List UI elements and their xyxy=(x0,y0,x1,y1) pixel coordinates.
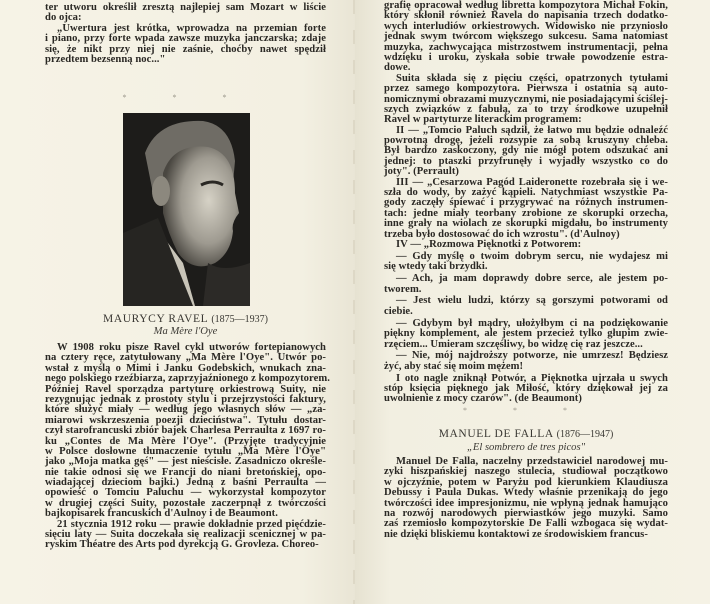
text-line: jednak swym twórcom większego sukcesu. Sama natomiast xyxy=(384,31,668,43)
paragraph xyxy=(384,457,668,540)
text-line: się, że nikt przy niej nie zaśnie, choćby nawet spędził xyxy=(45,43,326,55)
text-line: — Gdy myślę o twoim dobrym sercu, nie wydajesz mi xyxy=(396,250,668,262)
text-line: II — „Tomcio Paluch sądził, że łatwo mu będzie odnaleźć xyxy=(396,124,668,136)
text-line: miarowi wskrzeszenia poezji dzieciństwa". Tytułu dostar- xyxy=(45,414,326,426)
section-separator: * * * xyxy=(122,93,249,102)
text-line: W 1908 roku pisze Ravel cykl utworów fortepianowych xyxy=(57,342,326,353)
text-line: wych interludiów orkiestrowych. Widowisko nie przyniosło xyxy=(384,20,668,32)
text-line: w ojczyźnie, potem w Paryżu pod kierunkiem Klaudiusza xyxy=(384,476,668,488)
composer-name: MAURYCY RAVEL xyxy=(103,313,208,325)
paragraph xyxy=(45,24,326,66)
text-line: uwolnienie z mocy czarów". (de Beaumont) xyxy=(384,393,582,405)
text-line: nego polskiego rzeźbiarza, zaprzyjaźnionego z kompozytorem. xyxy=(45,373,330,385)
paragraph xyxy=(384,252,668,273)
text-line: szych związków z fabułą, za to trzy środkowe uzupełnił xyxy=(384,103,668,115)
text-line: na rozwój narodowych pierwiastków jego muzyki. Samo xyxy=(384,507,668,519)
de-falla-body-text xyxy=(384,457,668,540)
text-line: zaś rzemiosło kompozytorskie De Falli wzbogaca się wydat- xyxy=(384,518,668,530)
text-line: powrotną drogę, jeżeli rozsypie za sobą kruszyny chleba. xyxy=(384,135,668,147)
text-line: ryskim Théatre des Arts pod dyrekcją G. Grovleza. Choreo- xyxy=(45,539,319,551)
text-line: nie takie odnosi się we Francji do niani bretońskiej, opo- xyxy=(45,466,326,478)
text-line: Później Ravel sporządza partyturę orkiestrową Suity, nie xyxy=(45,383,326,395)
text-line: ku „Contes de Ma Mère l'Oye". (Przyjęte tradycyjnie xyxy=(45,435,326,447)
text-line: się wtedy taki brzydki. xyxy=(384,261,488,273)
text-line: ter utworu określił zresztą najlepiej sam Mozart w liście xyxy=(45,2,326,13)
text-line: — Ach, ja mam doprawdy dobre serce, ale jestem po- xyxy=(396,273,668,285)
text-line: jednej: to ptaszki przyfrunęły i wyjadły wszystko co do xyxy=(384,155,668,167)
text-line: Ravel w partyturze literackim programem: xyxy=(384,114,582,126)
text-line: czył starofrancuski zbiór bajek Charlesa Perraulta z 1697 ro- xyxy=(45,425,326,437)
paragraph xyxy=(384,274,668,295)
text-line: IV — „Rozmowa Pięknotki z Potworem: xyxy=(396,238,582,250)
paragraph xyxy=(384,178,668,240)
text-line: rzęciem... Umieram szczęśliwy, bo widzę cię raz jeszcze... xyxy=(384,338,643,350)
text-line: Suita składa się z pięciu części, opatrzonych tytułami xyxy=(396,72,668,84)
text-line: i piano, przy forte wpada zawsze muzyka janczarska; zdaje xyxy=(45,33,326,45)
text-line: — Nie, mój najdroższy potworze, nie umrzesz! Będziesz xyxy=(396,350,668,362)
text-line: na cztery ręce, zatytułowany „Ma Mère l'Oye". Utwór po- xyxy=(45,352,326,364)
composer-heading xyxy=(384,428,668,440)
ravel-continued-text xyxy=(384,1,668,405)
paragraph xyxy=(45,520,326,551)
text-line: III — „Cesarzowa Pagód Laideronette rozebrała się i we- xyxy=(396,176,668,188)
text-line: piękny komplement, ale jestem przecież tylko głupim zwie- xyxy=(384,328,668,340)
text-line: „Uwertura jest krótka, wprowadza na przemian forte xyxy=(57,22,326,34)
text-line: rezygnując jednak z prostoty stylu i przejrzystości faktury, xyxy=(45,393,326,405)
paragraph xyxy=(384,1,668,74)
composer-name: MANUEL DE FALLA xyxy=(438,428,554,440)
section-separator: * * * xyxy=(463,406,589,415)
text-line: który skłonił również Ravela do napisania trzech dodatko- xyxy=(384,10,668,22)
text-line: do ojca: xyxy=(45,12,82,24)
text-line: przedtem bezsenną noc..." xyxy=(45,53,166,65)
paragraph xyxy=(384,240,668,250)
text-line: przez samego kompozytora. Pierwsza i ostatnia są auto- xyxy=(384,83,668,95)
text-line: wstał z myślą o Mimi i Janku Godebskich, wnukach zna- xyxy=(45,362,326,374)
text-line: — Jest wielu ludzi, którzy są gorszymi potworami od xyxy=(396,295,668,307)
text-line: jako „Moja matka gęś" — jest nieścisłe. Zasadniczo określe- xyxy=(45,456,326,468)
text-line: sięciu laty — Suita doczekała się realizacji scenicznej w pa- xyxy=(45,529,326,541)
paragraph xyxy=(384,74,668,126)
text-line: stóp księcia pięknego jak Miłość, który dziękował jej za xyxy=(384,383,668,395)
composer-years: (1876—1947) xyxy=(556,429,614,440)
text-line: dowe. xyxy=(384,62,411,74)
text-line: Manuel De Falla, naczelny przedstawiciel narodowej mu- xyxy=(396,456,668,467)
text-line: trzeba było dostosować do ich wzrostu". (d'Aulnoy) xyxy=(384,228,620,240)
paragraph xyxy=(45,3,326,24)
text-line: opowieść o Tomciu Paluchu — wykorzystał kompozytor xyxy=(45,487,326,499)
text-line: żyć, aby stać się moim mężem! xyxy=(384,360,524,372)
text-line: — Gdybym był mądry, ułożyłbym ci na podziękowanie xyxy=(396,317,668,329)
paragraph xyxy=(384,126,668,178)
work-title: Ma Mère l'Oye xyxy=(153,326,218,337)
text-line: gody zaczęły śpiewać i przygrywać na różnych instrumen- xyxy=(384,197,668,209)
paragraph xyxy=(384,319,668,350)
suite-description xyxy=(384,1,668,250)
text-line: w drugiej części Suity, pozostałe zaczerpnął z twórczości xyxy=(45,497,326,509)
text-line: bajkopisarek francuskich d'Aulnoy i de Beaumont. xyxy=(45,508,278,520)
composer-heading xyxy=(45,313,326,325)
work-title: „El sombrero de tres picos" xyxy=(466,442,586,453)
text-line: muzyka, zachwycająca mistrzostwem instrumentacji, pełna xyxy=(384,41,668,53)
text-line: wdzięku i uroku, zyskała sobie trwałe powodzenie estra- xyxy=(384,51,668,63)
text-line: zyki hiszpańskiej naszego stulecia, studiował początkowo xyxy=(384,466,668,478)
text-line: grafię opracował według libretta kompozytora Michał Fokin, xyxy=(384,0,668,11)
text-line: wiadającej dzieciom bajki.) Jedną z baśni Perraulta — xyxy=(45,477,326,489)
text-line: Był bardzo zaskoczony, gdy nie mógł potem odszukać ani xyxy=(384,145,668,157)
text-line: inne grały na wiolach ze skorupki migdału, bo instrumenty xyxy=(384,218,668,230)
text-line: nie dzięki bliskiemu kontaktowi ze środowiskiem francus- xyxy=(384,528,648,540)
paragraph xyxy=(384,296,668,317)
text-line: szła do wody, by zażyć kąpieli. Natychmiast wszystkie Pa- xyxy=(384,187,668,199)
text-line: joty". (Perrault) xyxy=(384,166,459,178)
paragraph xyxy=(384,374,668,405)
text-line: twórczości idee impresjonizmu, nie wpłyną jednak hamująco xyxy=(384,497,668,509)
intro-text xyxy=(45,3,326,65)
text-line: Debussy i Paula Dukas. Wtedy właśnie przenikają do jego xyxy=(384,487,668,499)
ravel-portrait-photo xyxy=(123,113,250,306)
text-line: 21 stycznia 1912 roku — prawie dokładnie przed pięćdzie- xyxy=(57,518,326,530)
text-line: tworem. xyxy=(384,283,422,295)
ravel-body-text xyxy=(45,342,330,551)
right-page xyxy=(355,0,710,604)
text-line: które służyć miały — według jego własnych słów — „za- xyxy=(45,404,326,416)
beauty-beast-dialog xyxy=(384,252,668,405)
text-line: nomicznymi obrazami muzycznymi, nie posiadającymi ściślej- xyxy=(384,93,668,105)
paragraph xyxy=(384,351,668,372)
composer-years: (1875—1937) xyxy=(211,314,268,325)
text-line: ciebie. xyxy=(384,305,413,317)
paragraph xyxy=(45,342,330,520)
text-line: w Polsce dosłowne tłumaczenie tytułu „Ma Mère l'Oye" xyxy=(45,445,326,457)
text-line: I oto nagle zniknął Potwór, a Pięknotka ujrzała u swych xyxy=(396,372,668,384)
text-line: tach: jedne miały teorbany zrobione ze skorupki orzecha, xyxy=(384,207,668,219)
